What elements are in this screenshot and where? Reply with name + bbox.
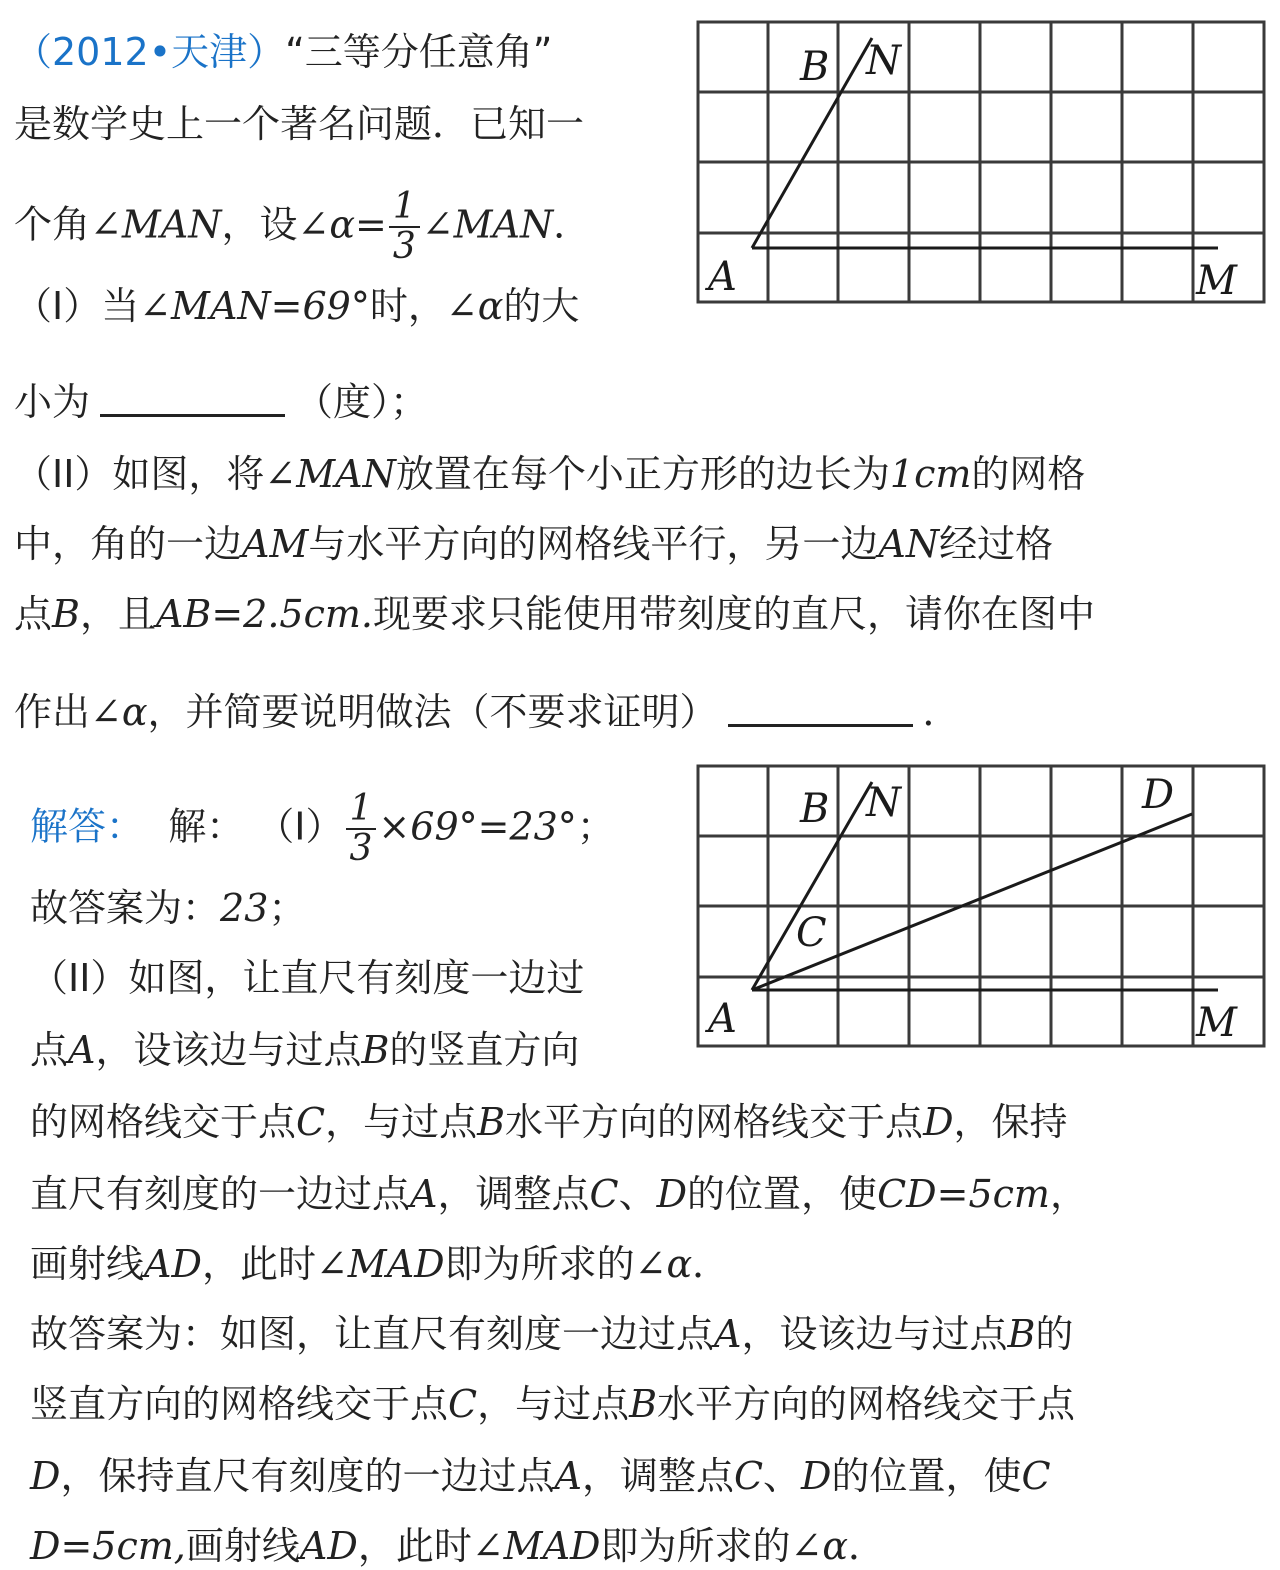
math-calc: ×69°=23° bbox=[378, 804, 577, 849]
source-tag: （2012•天津） bbox=[14, 30, 286, 74]
problem-line-2 bbox=[14, 100, 584, 148]
text-span: ，并简要说明做法（不要求证明） bbox=[147, 690, 718, 734]
text-span: ． bbox=[848, 1524, 887, 1568]
text-span: （II）如图，让直尺有刻度一边过 bbox=[30, 956, 585, 1000]
text-span: 的位置，使 bbox=[831, 1454, 1022, 1498]
math-ad: AD bbox=[144, 1242, 202, 1286]
math-answer-value: 23 bbox=[220, 886, 269, 930]
math-angle-alpha: ∠α bbox=[790, 1524, 849, 1568]
answer-line-7 bbox=[30, 1240, 730, 1288]
math-b: B bbox=[1007, 1312, 1036, 1356]
text-span: 中，角的一边 bbox=[14, 522, 243, 566]
math-angle-alpha: ∠α bbox=[634, 1242, 693, 1286]
math-man-equation: ∠MAN=69° bbox=[139, 284, 370, 328]
math-cd-equation: CD=5cm bbox=[877, 1172, 1050, 1216]
text-span: ，此时 bbox=[201, 1242, 316, 1286]
text-span: 水平方向的网格线交于点 bbox=[505, 1100, 924, 1144]
label-a: A bbox=[708, 254, 737, 300]
math-a: A bbox=[410, 1172, 438, 1216]
fraction-denominator: 3 bbox=[349, 828, 373, 869]
text-span: ． bbox=[922, 690, 961, 734]
math-one-cm: 1cm bbox=[889, 452, 972, 496]
text-span: 画射线 bbox=[185, 1524, 300, 1568]
math-an: AN bbox=[878, 522, 940, 566]
text-span: 小为 bbox=[14, 380, 91, 424]
label-m: M bbox=[1196, 258, 1237, 304]
math-angle-man: ∠MAN bbox=[264, 452, 396, 496]
text-span: ． bbox=[692, 1242, 731, 1286]
text-span: 、 bbox=[763, 1454, 802, 1498]
math-a: A bbox=[68, 1028, 96, 1072]
text-span: （II）如图，将 bbox=[14, 452, 265, 496]
fraction-numerator: 1 bbox=[346, 790, 377, 830]
label-d: D bbox=[1142, 772, 1175, 818]
ray-ad bbox=[752, 814, 1192, 990]
answer-line-10 bbox=[30, 1452, 1051, 1500]
math-d-equation: D=5cm, bbox=[30, 1524, 186, 1568]
text-span: 直尺有刻度的一边过点 bbox=[30, 1172, 411, 1216]
text-span: 的网格线交于点 bbox=[30, 1100, 297, 1144]
fraction-denominator: 3 bbox=[392, 226, 416, 267]
text-span: ，设该边与过点 bbox=[741, 1312, 1008, 1356]
text-span: 故答案为：如图，让直尺有刻度一边过点 bbox=[30, 1312, 715, 1356]
text-span: 是数学史上一个著名问题．已知一 bbox=[14, 102, 585, 146]
text-span: ，此时 bbox=[357, 1524, 472, 1568]
math-ab-equation: AB=2.5cm. bbox=[155, 592, 374, 636]
label-m: M bbox=[1196, 1000, 1237, 1046]
math-angle-mad: ∠MAD bbox=[315, 1242, 445, 1286]
text-span: 、 bbox=[618, 1172, 657, 1216]
math-c: C bbox=[1021, 1454, 1051, 1498]
label-b: B bbox=[800, 44, 830, 90]
text-span: 的大 bbox=[503, 284, 580, 328]
text-span: 作出 bbox=[14, 690, 91, 734]
text-span: 现要求只能使用带刻度的直尺，请你在图中 bbox=[373, 592, 1096, 636]
fraction-numerator: 1 bbox=[389, 188, 420, 228]
problem-line-7 bbox=[14, 520, 1053, 568]
text-span: 经过格 bbox=[939, 522, 1054, 566]
math-c: C bbox=[589, 1172, 619, 1216]
answer-line-4 bbox=[30, 1026, 579, 1074]
text-span: 与水平方向的网格线平行，另一边 bbox=[308, 522, 879, 566]
text-span: ， bbox=[1049, 1172, 1088, 1216]
text-span: 解： bbox=[168, 804, 245, 849]
problem-line-5 bbox=[14, 378, 428, 426]
label-n: N bbox=[866, 780, 901, 826]
problem-line-4 bbox=[14, 282, 579, 330]
answer-line-8 bbox=[30, 1310, 1073, 1358]
text-span: 即为所求的 bbox=[600, 1524, 791, 1568]
text-span: ，设该边与过点 bbox=[95, 1028, 362, 1072]
math-angle-mad: ∠MAD bbox=[471, 1524, 601, 1568]
math-c: C bbox=[733, 1454, 764, 1498]
math-angle-man: ∠MAN bbox=[90, 202, 222, 247]
text-span: 的竖直方向 bbox=[389, 1028, 580, 1072]
text-span: 水平方向的网格线交于点 bbox=[657, 1382, 1076, 1426]
text-span: ； bbox=[268, 886, 307, 930]
text-span: ，与过点 bbox=[325, 1100, 478, 1144]
text-span: 个角 bbox=[14, 202, 91, 247]
answer-line-5 bbox=[30, 1098, 1068, 1146]
math-a: A bbox=[714, 1312, 742, 1356]
text-span: 点 bbox=[14, 592, 53, 636]
math-d: D bbox=[656, 1172, 688, 1216]
text-span: 的 bbox=[1035, 1312, 1074, 1356]
label-c: C bbox=[796, 910, 827, 956]
text-span: ，保持 bbox=[953, 1100, 1068, 1144]
text-span: （I） bbox=[256, 804, 344, 849]
text-span: 放置在每个小正方形的边长为 bbox=[395, 452, 890, 496]
answer-line-11 bbox=[30, 1522, 886, 1570]
math-ad: AD bbox=[299, 1524, 358, 1568]
text-span: ． bbox=[553, 202, 592, 247]
problem-line-6 bbox=[14, 450, 1085, 498]
math-b: B bbox=[361, 1028, 390, 1072]
text-span: ，调整点 bbox=[437, 1172, 590, 1216]
answer-line-3 bbox=[30, 954, 584, 1002]
text-span: 画射线 bbox=[30, 1242, 145, 1286]
text-span: 竖直方向的网格线交于点 bbox=[30, 1382, 449, 1426]
problem-line-3 bbox=[14, 188, 591, 266]
label-n: N bbox=[866, 38, 901, 84]
math-angle-man: ∠MAN bbox=[421, 202, 554, 247]
fraction-one-third bbox=[346, 790, 377, 868]
answer-blank-1[interactable] bbox=[100, 414, 285, 417]
fraction-one-third bbox=[389, 188, 420, 266]
text-span: ，与过点 bbox=[477, 1382, 630, 1426]
label-b: B bbox=[800, 786, 830, 832]
math-c: C bbox=[296, 1100, 326, 1144]
problem-line-8 bbox=[14, 590, 1095, 638]
grid-lines bbox=[698, 766, 1264, 1046]
math-d: D bbox=[923, 1100, 954, 1144]
text-span: ，保持直尺有刻度的一边过点 bbox=[60, 1454, 555, 1498]
math-d: D bbox=[30, 1454, 61, 1498]
text-span: 的网格 bbox=[971, 452, 1086, 496]
text-span: （度）； bbox=[295, 380, 429, 424]
grid-lines bbox=[698, 22, 1264, 302]
math-am: AM bbox=[242, 522, 309, 566]
text-span: ，调整点 bbox=[581, 1454, 734, 1498]
problem-line-9 bbox=[14, 688, 961, 736]
grid-figure-2 bbox=[696, 764, 1266, 1048]
math-b: B bbox=[52, 592, 80, 636]
answer-blank-2[interactable] bbox=[728, 724, 913, 727]
text-span: 故答案为： bbox=[30, 886, 221, 930]
text-span: 即为所求的 bbox=[444, 1242, 635, 1286]
grid-figure-1 bbox=[696, 20, 1266, 304]
math-d: D bbox=[801, 1454, 832, 1498]
math-eq: = bbox=[355, 202, 387, 247]
text-span: 时， bbox=[369, 284, 446, 328]
math-angle-alpha: ∠α bbox=[445, 284, 504, 328]
answer-line-6 bbox=[30, 1170, 1088, 1218]
math-angle-alpha: ∠α bbox=[297, 202, 355, 247]
text-span: 的位置，使 bbox=[687, 1172, 878, 1216]
math-b: B bbox=[477, 1100, 506, 1144]
answer-line-1 bbox=[30, 790, 615, 868]
answer-line-2 bbox=[30, 884, 306, 932]
text-span: 点 bbox=[30, 1028, 69, 1072]
problem-title: “三等分任意角” bbox=[285, 30, 553, 74]
text-span: （I）当 bbox=[14, 284, 140, 328]
math-c: C bbox=[448, 1382, 478, 1426]
label-a: A bbox=[708, 996, 737, 1042]
problem-line-1 bbox=[14, 28, 553, 76]
answer-line-9 bbox=[30, 1380, 1075, 1428]
math-a: A bbox=[554, 1454, 582, 1498]
math-b: B bbox=[629, 1382, 658, 1426]
math-angle-alpha: ∠α bbox=[90, 690, 148, 734]
text-span: ； bbox=[576, 804, 615, 849]
text-span: ，设 bbox=[221, 202, 298, 247]
answer-label: 解答： bbox=[30, 804, 145, 849]
text-span: ，且 bbox=[79, 592, 156, 636]
